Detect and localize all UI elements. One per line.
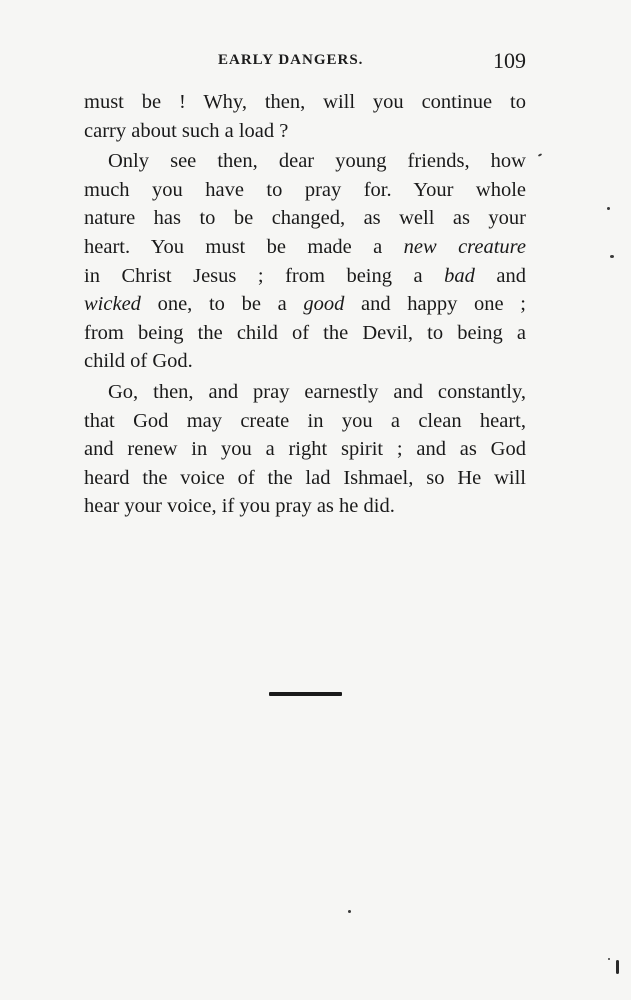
paragraph-3 [84,378,526,521]
line-text: nature has to be changed, as well as your [84,207,526,230]
italic-text: wicked [84,293,141,316]
line-text: and [474,264,526,287]
running-head [84,48,526,78]
ink-speck [610,255,614,258]
paragraph-1 [84,88,526,145]
line-text: hear your voice, if you pray as he did. [84,495,395,518]
text-line [84,378,526,407]
italic-text: new creature [403,235,526,258]
line-text: that God may create in you a clean heart, [84,409,526,432]
italic-text: bad [444,264,475,287]
line-text: one, to be a [140,293,304,316]
line-text: heart. You must be made a [84,235,404,258]
text-line [84,290,526,319]
body-text [84,88,526,521]
section-end-rule [269,692,342,696]
text-line [84,407,526,436]
line-text: heard the voice of the lad Ishmael, so He will [84,466,526,489]
paragraph-2 [84,147,526,376]
text-line [84,435,526,464]
text-line [84,176,526,205]
line-text: and renew in you a right spirit ; and as God [84,438,526,461]
text-line [84,204,526,233]
text-line [84,492,526,521]
line-text: Go, then, and pray earnestly and constantly, [108,380,526,403]
line-text: child of God. [84,350,193,373]
page-number: 109 [493,48,526,73]
text-line [84,347,526,376]
line-text: in Christ Jesus ; from being a [84,264,445,287]
line-text: carry about such a load ? [84,119,289,142]
ink-speck [608,958,610,960]
ink-speck [616,960,619,974]
running-title: EARLY DANGERS. [218,52,364,68]
line-text: must be ! Why, then, will you continue to [84,91,526,113]
text-line [84,117,526,146]
line-text: Only see then, dear young friends, how [108,150,526,173]
line-text: from being the child of the Devil, to being a [84,321,526,344]
italic-text: good [303,293,345,316]
ink-speck [538,153,542,157]
line-text: and happy one ; [344,293,526,316]
text-line [84,319,526,348]
text-line [84,88,526,117]
line-text: much you have to pray for. Your whole [84,178,526,201]
ink-speck [607,207,610,210]
text-line [84,147,526,176]
text-line [84,233,526,262]
ink-speck [348,910,351,913]
text-line [84,464,526,493]
text-line [84,262,526,291]
